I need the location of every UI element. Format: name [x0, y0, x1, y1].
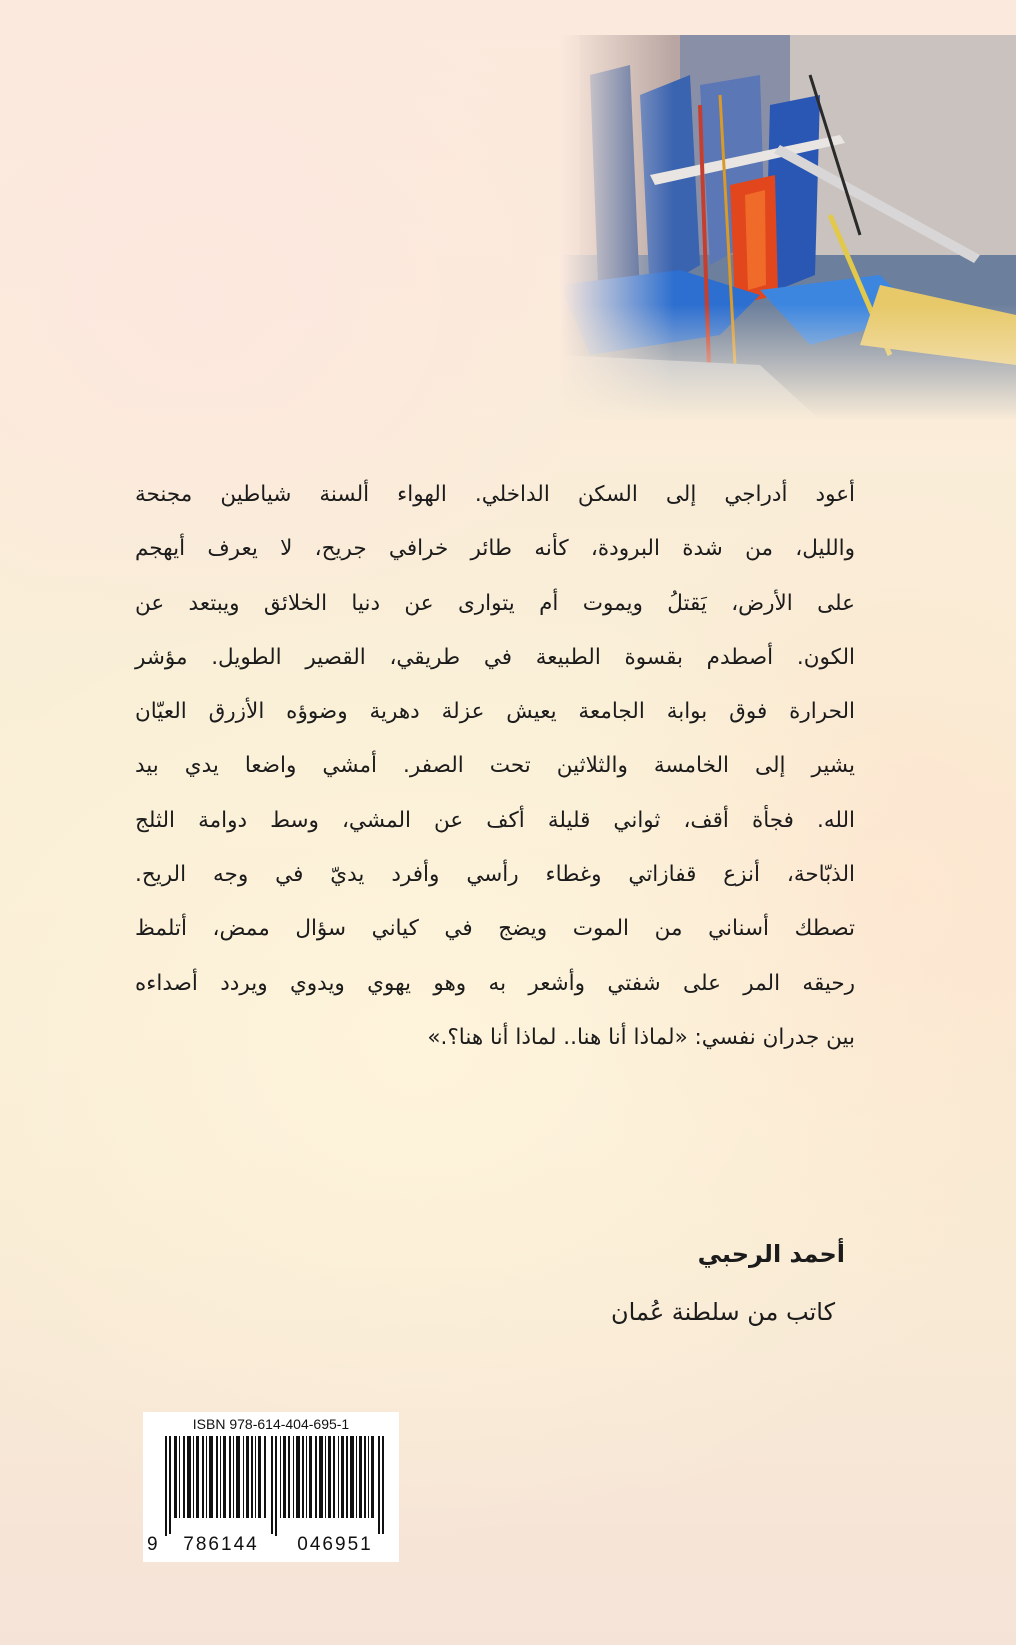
author-description: كاتب من سلطنة عُمان — [611, 1298, 835, 1326]
barcode-digits — [147, 1534, 395, 1556]
blurb-line: على الأرض، يَقتلُ ويموت أم يتوارى عن دنيا الخلائق ويبتعد عن — [135, 590, 855, 616]
isbn-barcode — [143, 1412, 399, 1562]
blurb-line: الذبّاحة، أنزع قفازاتي وغطاء رأسي وأفرد يديّ في وجه الريح. — [135, 862, 855, 888]
blurb-line: تصطك أسناني من الموت ويضج في كياني سؤال ممض، أتلمظ — [135, 916, 855, 942]
barcode-lead-digit: 9 — [147, 1534, 158, 1555]
author-name: أحمد الرحبي — [697, 1240, 845, 1268]
blurb-line: الله. فجأة أقف، ثواني قليلة أكف عن المشي، وسط دوامة الثلج — [135, 807, 855, 833]
blurb-line: بين جدران نفسي: «لماذا أنا هنا.. لماذا أنا هنا؟.» — [427, 1024, 855, 1050]
blurb-line: رحيقه المر على شفتي وأشعر به وهو يهوي ويدوي ويردد أصداءه — [135, 970, 855, 996]
barcode-digits-right: 046951 — [283, 1534, 387, 1556]
back-cover-blurb — [135, 468, 855, 1065]
cover-painting — [560, 35, 1016, 420]
blurb-line: أعود أدراجي إلى السكن الداخلي. الهواء ألسنة شياطين مجنحة — [135, 482, 855, 507]
blurb-line: الكون. أصطدم بقسوة الطبيعة في طريقي، القصير الطويل. مؤشر — [135, 644, 855, 670]
blurb-line: يشير إلى الخامسة والثلاثين تحت الصفر. أمشي واضعا يدي بيد — [135, 753, 855, 779]
barcode-digits-left: 786144 — [169, 1534, 273, 1556]
blurb-line: والليل، من شدة البرودة، كأنه طائر خرافي جريح، لا يعرف أيهجم — [135, 536, 855, 562]
barcode-bars — [159, 1436, 391, 1536]
blurb-line: الحرارة فوق بوابة الجامعة يعيش عزلة دهرية وضوؤه الأزرق العيّان — [135, 699, 855, 725]
isbn-label: ISBN 978-614-404-695-1 — [192, 1416, 350, 1432]
